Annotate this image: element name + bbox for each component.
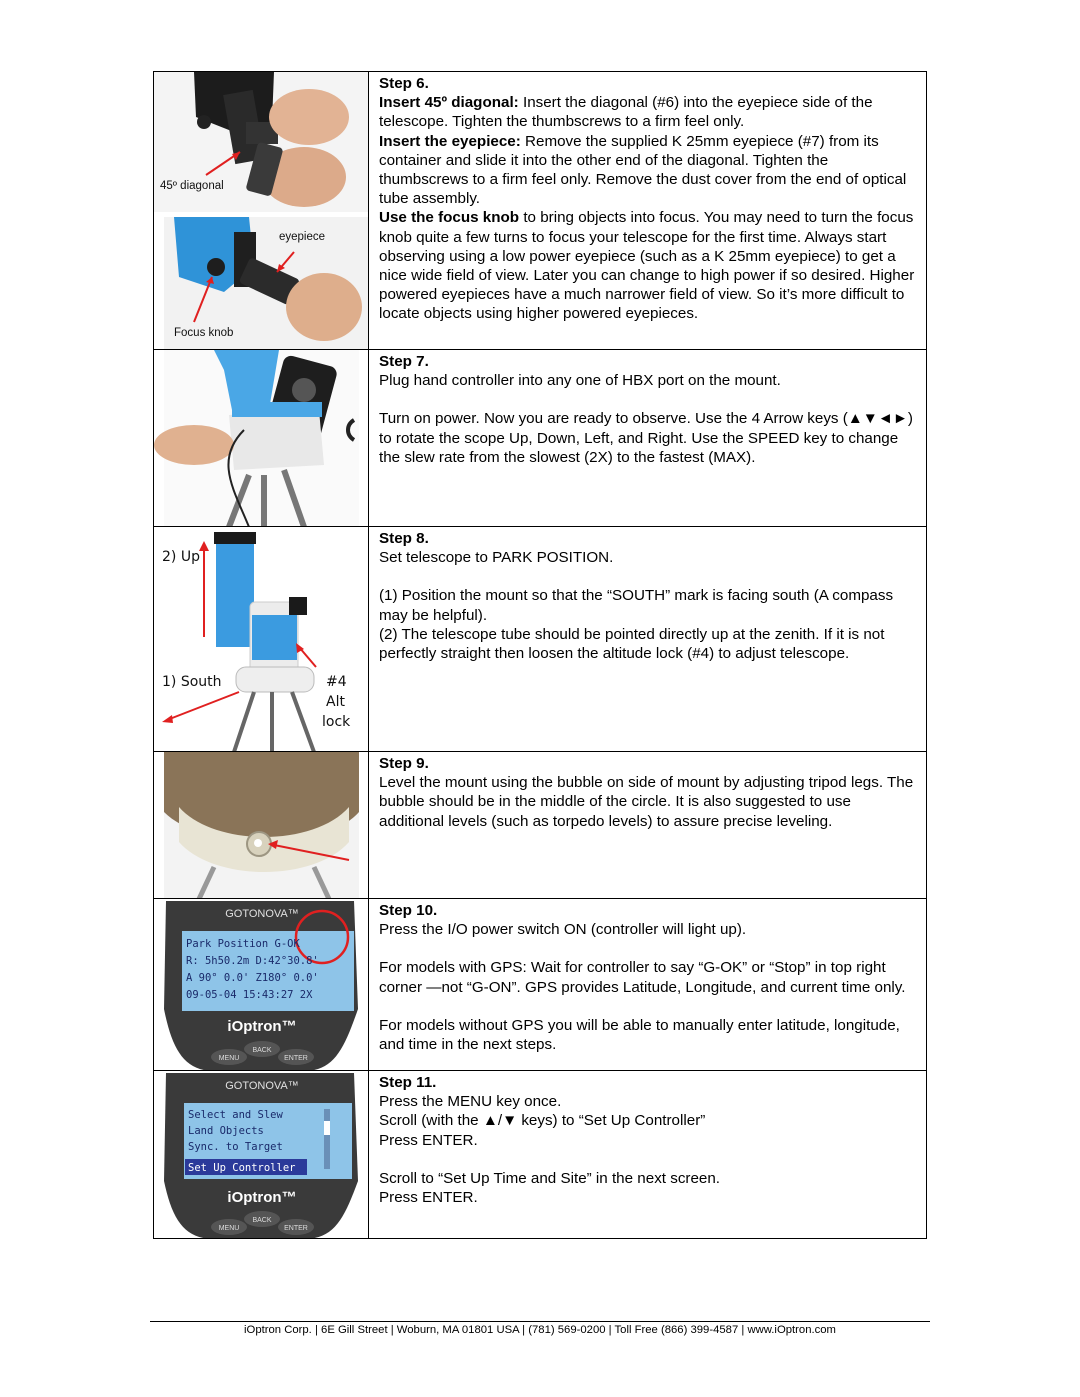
step-10-title: Step 10. — [379, 902, 438, 919]
hc-brand: GOTONOVA™ — [225, 908, 299, 920]
step-10-row — [154, 899, 927, 1071]
hc-menu-button: MENU — [218, 1055, 240, 1062]
hc-screen-line-4: 09-05-04 15:43:27 2X — [186, 989, 313, 1001]
hc-menu-line-2: Land Objects — [188, 1125, 264, 1137]
step-9-level: Level the mount using the bubble on side of mount by adjusting tripod legs. The bubble should be in the middle of the circle. It is also suggested to use additional levels (such as torpedo levels) to assure precise leveling. — [379, 774, 914, 830]
label-alt-number: #4 — [326, 674, 347, 690]
hc-logo: iOptron™ — [227, 1018, 297, 1035]
hc-screen-line-2: R: 5h50.2m D:42°30.8' — [186, 955, 319, 967]
step-7-power: Turn on power. Now you are ready to observe. Use the 4 Arrow keys (▲▼◄►) to rotate the scope Up, Down, Left, and Right. Use the SPEED key to change the slew rate from the slowest (2X) to the fastest (MAX). — [379, 410, 913, 466]
controller-menu-photo — [154, 1071, 369, 1239]
diagonal-eyepiece-photo — [154, 72, 369, 350]
hc-screen-line-3: A 90° 0.0' Z180° 0.0' — [186, 972, 319, 984]
step-11-title: Step 11. — [379, 1074, 437, 1091]
steps-table — [153, 71, 927, 1239]
insert-diagonal-text: Insert the diagonal (#6) into the eyepiece side of the telescope. Tighten the thumbscrews to a firm feel only. — [379, 94, 873, 131]
hc-screen-line-1: Park Position G-OK — [186, 938, 300, 950]
insert-eyepiece-text: Remove the supplied K 25mm eyepiece (#7) from its container and slide it into the other end of the diagonal. Tighten the thumbscrews to a firm feel only. Remove the dust cover from the end of optical tube assembly. — [379, 132, 907, 208]
step-11-scroll-time: Scroll to “Set Up Time and Site” in the next screen. — [379, 1169, 721, 1187]
insert-eyepiece-heading: Insert the eyepiece: — [379, 132, 521, 150]
step-7-row — [154, 350, 927, 527]
footer-divider — [150, 1321, 930, 1322]
step-11-enter-1: Press ENTER. — [379, 1131, 478, 1149]
step-6-title: Step 6. — [379, 75, 429, 92]
step-6-row — [154, 72, 927, 350]
step-8-title: Step 8. — [379, 530, 429, 547]
label-eyepiece: eyepiece — [279, 231, 326, 243]
label-45-diagonal: 45º diagonal — [160, 180, 224, 192]
step-9-text — [369, 752, 927, 899]
step-10-text — [369, 899, 927, 1071]
step-7-plug: Plug hand controller into any one of HBX port on the mount. — [379, 372, 781, 390]
hc-back-button: BACK — [252, 1047, 272, 1054]
step-9-title: Step 9. — [379, 755, 429, 772]
step-9-photo — [154, 752, 369, 899]
step-11-photo — [154, 1071, 369, 1239]
step-11-scroll: Scroll (with the ▲/▼ keys) to “Set Up Controller” — [379, 1112, 706, 1130]
hc-brand-2: GOTONOVA™ — [225, 1080, 299, 1092]
step-11-text — [369, 1071, 927, 1239]
hc-enter-button: ENTER — [284, 1055, 308, 1062]
label-alt: Alt — [326, 694, 345, 710]
hc-back-button-2: BACK — [252, 1217, 272, 1224]
step-11-enter-2: Press ENTER. — [379, 1189, 478, 1207]
step-10-power: Press the I/O power switch ON (controller will light up). — [379, 921, 747, 939]
hc-menu-line-1: Select and Slew — [188, 1109, 283, 1121]
focus-knob-heading: Use the focus knob — [379, 209, 520, 227]
controller-gps-photo — [154, 899, 369, 1071]
step-6-text — [369, 72, 927, 350]
step-11-menu: Press the MENU key once. — [379, 1093, 562, 1111]
step-8-zenith: (2) The telescope tube should be pointed directly up at the zenith. If it is not perfectly straight then loosen the altitude lock (#4) to adjust telescope. — [379, 625, 885, 663]
step-7-photo — [154, 350, 369, 527]
hand-controller-plug-photo — [154, 350, 369, 527]
page-footer: iOptron Corp. | 6E Gill Street | Woburn, MA 01801 USA | (781) 569-0200 | Toll Free (866) 399-4587 | www.iOptron.com — [244, 1324, 836, 1336]
hc-menu-line-3: Sync. to Target — [188, 1141, 283, 1153]
step-8-south: (1) Position the mount so that the “SOUTH” mark is facing south (A compass may be helpful). — [379, 587, 894, 624]
label-focus-knob: Focus knob — [174, 327, 234, 339]
bubble-level-photo — [154, 752, 369, 899]
label-south: 1) South — [162, 674, 222, 690]
insert-diagonal-heading: Insert 45º diagonal: — [379, 94, 519, 112]
step-8-photo — [154, 527, 369, 752]
step-6-photo — [154, 72, 369, 350]
hc-logo-2: iOptron™ — [227, 1189, 297, 1206]
step-8-text — [369, 527, 927, 752]
step-9-row — [154, 752, 927, 899]
step-10-gps: For models with GPS: Wait for controller to say “G-OK” or “Stop” in top right corner —not “G-ON”. GPS provides Latitude, Longitude, and current time only. — [379, 959, 906, 996]
step-7-title: Step 7. — [379, 353, 429, 370]
step-11-row — [154, 1071, 927, 1239]
step-8-park: Set telescope to PARK POSITION. — [379, 549, 614, 567]
step-10-photo — [154, 899, 369, 1071]
hc-enter-button-2: ENTER — [284, 1225, 308, 1232]
hc-menu-button-2: MENU — [218, 1225, 240, 1232]
label-up: 2) Up — [162, 549, 200, 565]
step-7-text — [369, 350, 927, 527]
step-8-row — [154, 527, 927, 752]
hc-menu-line-4-selected: Set Up Controller — [188, 1162, 296, 1174]
focus-knob-text: to bring objects into focus. You may need to turn the focus knob quite a few turns to focus your telescope for the first time. Always start observing using a low power eyepiece (such as a K 25mm eyepiece) to get a nice wide field of view. Later you can change to high power if so desired. Higher powered eyepieces have a much narrower field of view. So it’s more difficult to locate objects using higher powered eyepieces. — [379, 209, 915, 323]
label-lock: lock — [322, 714, 351, 730]
step-10-no-gps: For models without GPS you will be able to manually enter latitude, longitude, and time in the next steps. — [379, 1016, 900, 1054]
